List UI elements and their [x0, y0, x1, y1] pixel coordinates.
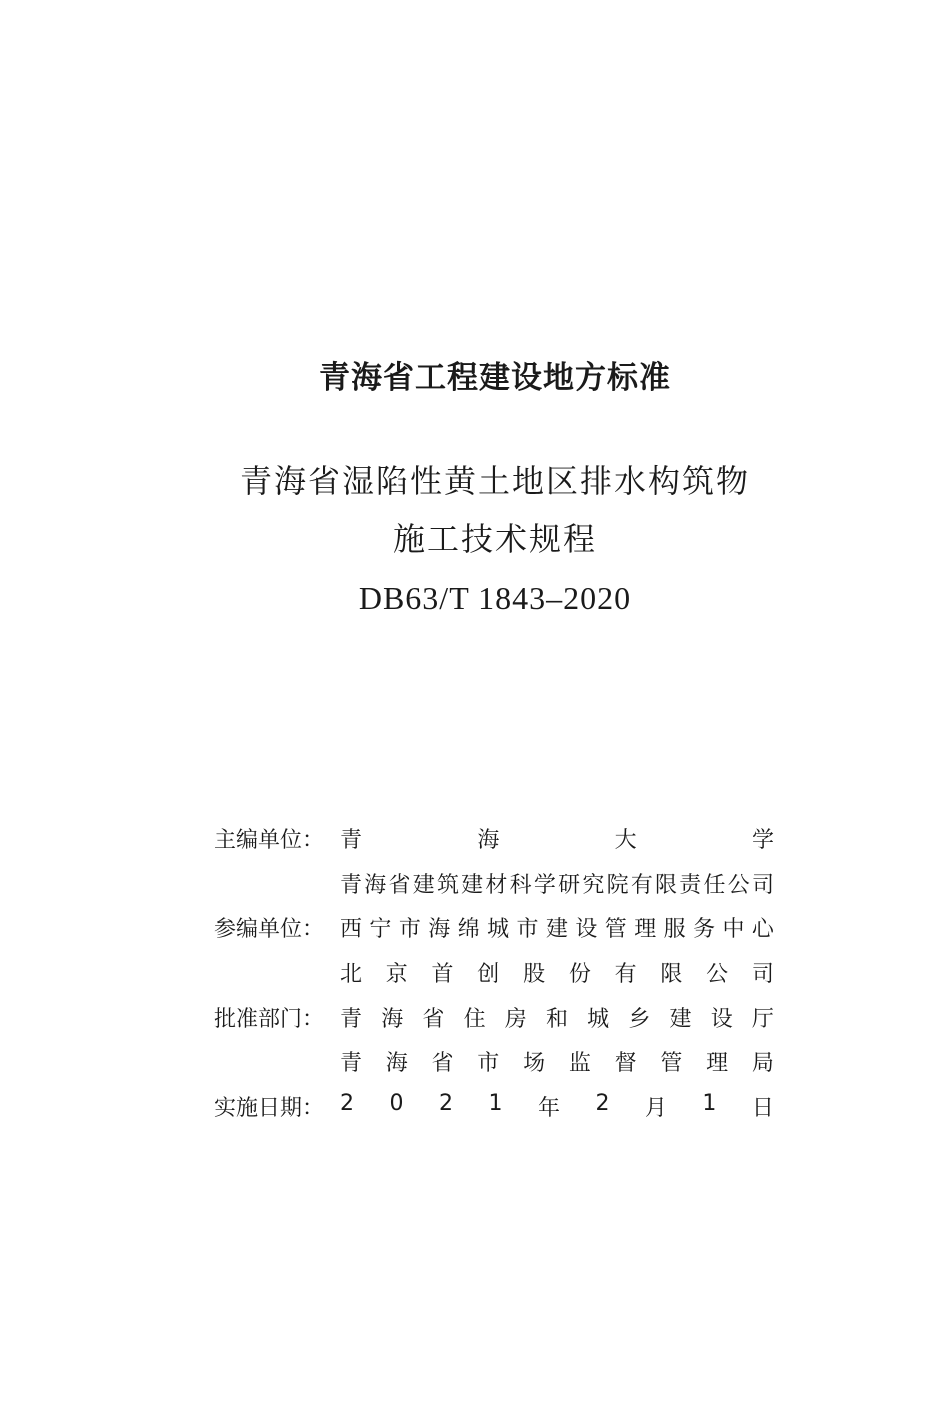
info-value-char: 北 [340, 961, 363, 987]
info-value-char: 海 [385, 1051, 408, 1077]
info-value-char: 0 [389, 1090, 404, 1116]
series-title: 青海省工程建设地方标准 [319, 360, 671, 396]
info-row [214, 905, 774, 950]
info-value [340, 1046, 774, 1077]
info-row [214, 950, 774, 995]
info-value [340, 1002, 774, 1033]
info-value-char: 和 [545, 1006, 568, 1032]
info-value-char: 2 [595, 1090, 610, 1116]
info-value-char: 院 [606, 872, 629, 898]
info-value [340, 912, 774, 943]
info-value-char: 务 [693, 917, 716, 943]
info-value-char: 究 [582, 872, 605, 898]
info-value-char: 建 [412, 872, 435, 898]
info-row [214, 1039, 774, 1084]
info-value-char: 房 [504, 1006, 527, 1032]
info-value-char: 学 [751, 827, 774, 853]
info-value-char: 厅 [751, 1006, 774, 1032]
info-value-char: 科 [509, 872, 532, 898]
info-value-char: 监 [568, 1051, 591, 1077]
info-value-char: 份 [568, 961, 591, 987]
info-value-char: 局 [751, 1051, 774, 1077]
info-value-char: 省 [431, 1051, 454, 1077]
info-value-char: 乡 [628, 1006, 651, 1032]
info-value-char: 服 [663, 917, 686, 943]
info-value-char: 学 [533, 872, 556, 898]
info-value-char: 2 [340, 1090, 354, 1116]
info-value-char: 公 [727, 872, 750, 898]
info-value-char: 设 [575, 917, 598, 943]
info-value-char: 材 [485, 872, 508, 898]
info-value-char: 中 [722, 917, 745, 943]
info-value-char: 城 [587, 1006, 610, 1032]
info-value-char: 2 [438, 1090, 453, 1116]
info-value-char: 司 [751, 961, 774, 987]
info-value-char: 省 [388, 872, 411, 898]
info-value-char: 海 [364, 872, 387, 898]
info-value-char: 理 [706, 1051, 729, 1077]
document-title-line-1: 青海省湿陷性黄土地区排水构筑物 [239, 462, 750, 500]
info-value-char: 1 [702, 1090, 717, 1116]
info-row [214, 861, 774, 906]
info-value-char: 1 [488, 1090, 503, 1116]
info-value-char: 公 [706, 961, 729, 987]
info-value-char: 年 [537, 1095, 560, 1121]
info-value-char: 创 [477, 961, 500, 987]
info-value-char: 理 [634, 917, 657, 943]
info-value-char: 海 [381, 1006, 404, 1032]
info-value-char: 市 [516, 917, 539, 943]
info-value-char: 海 [477, 827, 500, 853]
info-value-char: 青 [340, 872, 363, 898]
info-value-char: 心 [751, 917, 774, 943]
info-value-char: 青 [340, 827, 363, 853]
info-value-char: 日 [751, 1095, 774, 1121]
info-value-char: 管 [660, 1051, 683, 1077]
info-value-char: 青 [340, 1051, 363, 1077]
info-value-char: 督 [614, 1051, 637, 1077]
info-value [340, 868, 774, 899]
info-value-char: 城 [487, 917, 510, 943]
info-value-char: 首 [431, 961, 454, 987]
info-value [340, 1091, 774, 1122]
info-value [340, 823, 774, 854]
info-value-char: 限 [655, 872, 678, 898]
info-value-char: 海 [428, 917, 451, 943]
info-label: 参编单位： [214, 917, 325, 943]
info-value-char: 任 [703, 872, 726, 898]
publication-info [214, 816, 774, 1129]
info-value-char: 住 [463, 1006, 486, 1032]
info-value-char: 股 [523, 961, 546, 987]
info-value-char: 建 [669, 1006, 692, 1032]
info-value-char: 京 [385, 961, 408, 987]
info-value-char: 限 [660, 961, 683, 987]
info-value-char: 建 [545, 917, 568, 943]
info-row [214, 995, 774, 1040]
info-row [214, 816, 774, 861]
info-value-char: 管 [604, 917, 627, 943]
info-value-char: 宁 [369, 917, 392, 943]
info-value-char: 青 [340, 1006, 363, 1032]
info-value-char: 研 [558, 872, 581, 898]
info-value-char: 市 [477, 1051, 500, 1077]
info-label: 实施日期： [214, 1095, 325, 1121]
info-value-char: 月 [644, 1095, 667, 1121]
standard-code: DB63/T 1843–2020 [358, 580, 632, 616]
info-value-char: 建 [461, 872, 484, 898]
info-value-char: 有 [630, 872, 653, 898]
info-value-char: 大 [614, 827, 637, 853]
info-value-char: 场 [523, 1051, 546, 1077]
info-value-char: 绵 [457, 917, 480, 943]
info-value-char: 有 [614, 961, 637, 987]
info-value-char: 责 [679, 872, 702, 898]
info-value-char: 西 [340, 917, 363, 943]
document-title-line-2: 施工技术规程 [392, 520, 597, 558]
info-value-char: 省 [422, 1006, 445, 1032]
info-value-char: 设 [710, 1006, 733, 1032]
info-value-char: 司 [751, 872, 774, 898]
info-value-char: 筑 [436, 872, 459, 898]
info-value [340, 957, 774, 988]
info-label: 批准部门： [214, 1006, 325, 1032]
info-label: 主编单位： [214, 827, 325, 853]
info-row [214, 1084, 774, 1129]
info-value-char: 市 [398, 917, 421, 943]
